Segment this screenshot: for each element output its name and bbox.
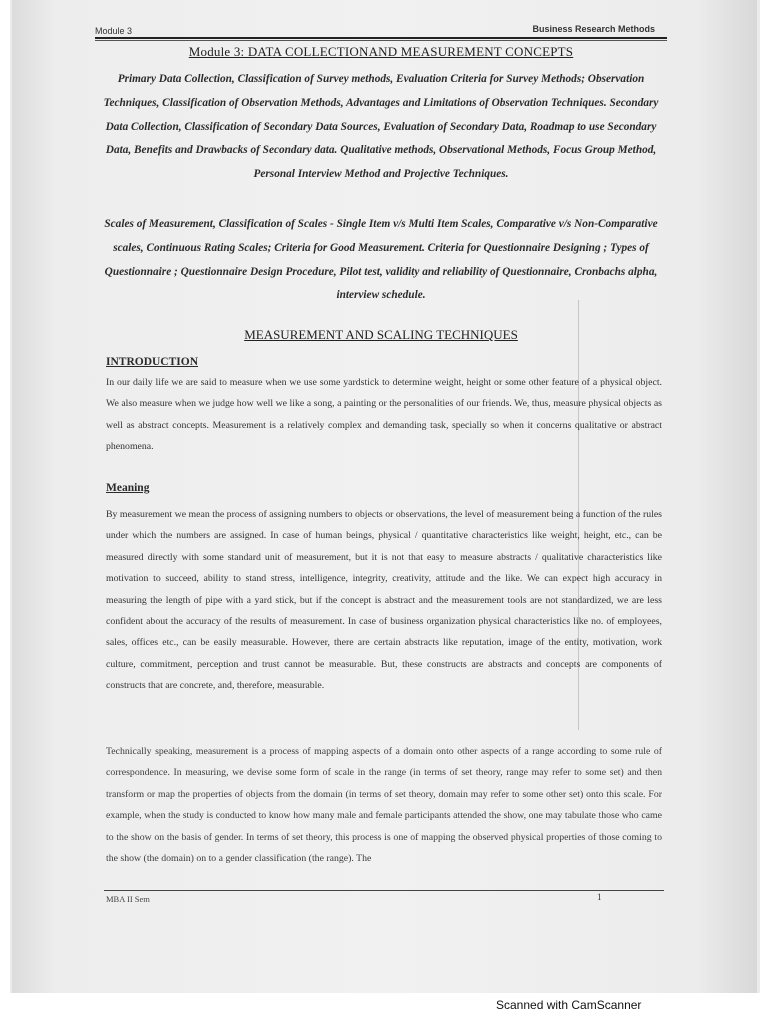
camscanner-watermark: Scanned with CamScanner <box>496 998 642 1012</box>
module-title: Module 3: DATA COLLECTIONAND MEASUREMENT CONCEPTS <box>188 44 574 59</box>
footer-rule <box>104 890 664 891</box>
header-course: Business Research Methods <box>532 24 655 34</box>
introduction-paragraph: In our daily life we are said to measure when we use some yardstick to determine weight, height or some other feature of a physical object. We also measure when we judge how well we like a song, a painting or the personalities of our friends. We, thus, measure physical objects as well as abstract concepts. Measurement is a relatively complex and demanding task, specially so when it concerns qualitative or abstract phenomena. <box>106 377 662 453</box>
syllabus-part-1: Primary Data Collection, Classification of Survey methods, Evaluation Criteria for Survey Methods; Observation Techniques, Classification of Observation Methods, Advantages and Limitations of Observation Techniques. Secondary Data Collection, Classification of Secondary Data Sources, Evaluation of Secondary Data, Roadmap to use Secondary Data, Benefits and Drawbacks of Secondary data. Qualitative methods, Observational Methods, Focus Group Method, Personal Interview Method and Projective Techniques. <box>103 73 659 181</box>
footer-course: MBA II Sem <box>106 894 150 904</box>
header-rule <box>95 37 667 39</box>
section-title: MEASUREMENT AND SCALING TECHNIQUES <box>244 327 518 342</box>
page-number: 1 <box>597 892 602 902</box>
introduction-heading: INTRODUCTION <box>106 356 199 368</box>
meaning-paragraph-1: By measurement we mean the process of assigning numbers to objects or observations, the level of measurement being a function of the rules under which the numbers are assigned. In case of human beings, physical / quantitative characteristics like weight, height, etc., can be measured directly with some standard unit of measurement, but it is not that easy to measure abstracts / qualitative characteristics like motivation to succeed, ability to stand stress, intelligence, integrity, creativity, attitude and the like. We can expect high accuracy in measuring the length of pipe with a yard stick, but if the concept is abstract and the measurement tools are not standardized, we are less confident about the accuracy of the results of measurement. In case of business organization physical characteristics like no. of employees, sales, offices etc., can be easily measurable. However, there are certain abstracts like reputation, image of the entity, motivation, work culture, commitment, perception and trust cannot be measurable. But, these constructs are abstracts and concepts are components of constructs that are concrete, and, therefore, measurable. <box>106 509 662 692</box>
header-rule-thin <box>95 40 667 41</box>
meaning-paragraph-2: Technically speaking, measurement is a process of mapping aspects of a domain onto other aspects of a range according to some rule of correspondence. In measuring, we devise some form of scale in the range (in terms of set theory, range may refer to some set) and then transform or map the properties of objects from the domain (in terms of set theory, domain may refer to some other set) onto this scale. For example, when the study is conducted to know how many male and female participants attended the show, one may tabulate those who came to the show on the basis of gender. In terms of set theory, this process is one of mapping the observed physical properties of those coming to the show (the domain) on to a gender classification (the range). The <box>106 746 662 865</box>
syllabus-part-2: Scales of Measurement, Classification of Scales - Single Item v/s Multi Item Scales, Comparative v/s Non-Comparative scales, Continuous Rating Scales; Criteria for Good Measurement. Criteria for Questionnaire Designing ; Types of Questionnaire ; Questionnaire Design Procedure, Pilot test, validity and reliability of Questionnaire, Cronbachs alpha, interview schedule. <box>104 218 658 302</box>
header-module: Module 3 <box>95 26 133 36</box>
meaning-heading: Meaning <box>106 482 150 494</box>
